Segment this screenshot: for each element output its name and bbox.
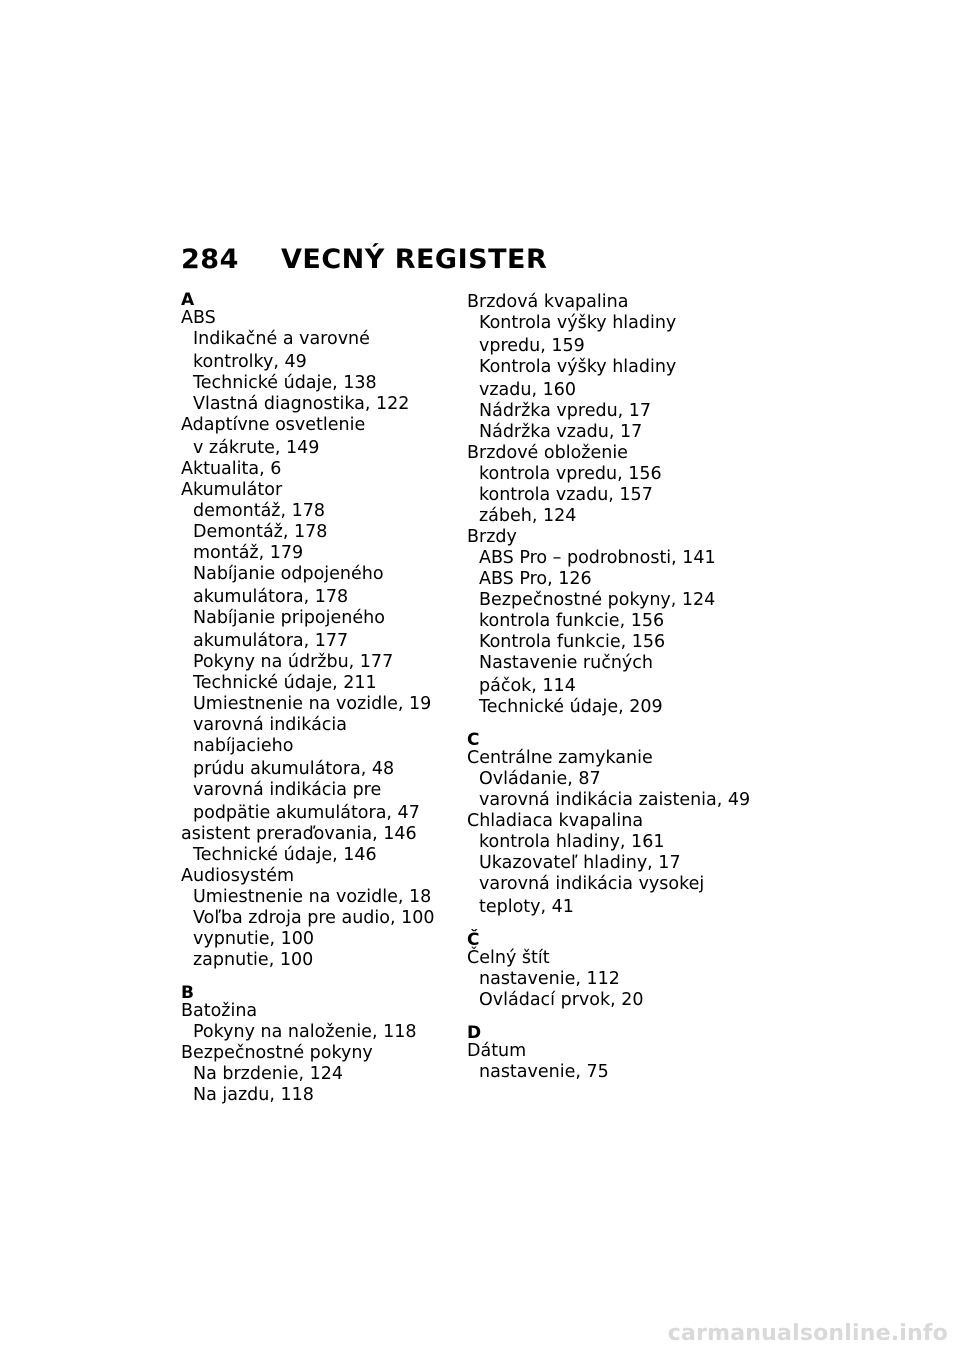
index-subentry-line: prúdu akumulátora, 48 [193,759,395,779]
index-subentry-line: Demontáž, 178 [193,522,328,542]
index-subentry-line: Technické údaje, 209 [479,697,663,717]
index-subentry-line: Nabíjanie odpojeného [193,564,384,584]
index-subentry-line: Ukazovateľ hladiny, 17 [479,853,681,873]
index-subentry-line: páčok, 114 [479,676,576,696]
index-subentry-line: Technické údaje, 211 [193,673,377,693]
index-letter-heading: B [181,983,194,1003]
index-term [181,415,446,459]
index-term: Akumulátor [181,480,283,500]
index-subentry [467,790,757,811]
index-subentry [181,564,446,608]
index-subentry [467,506,757,527]
watermark-text[interactable]: carmanualsonline.info [667,1321,948,1346]
index-subentry-line: ABS Pro, 126 [479,569,592,589]
index-letter-heading: A [181,290,195,310]
index-subentry-line: ABS Pro – podrobnosti, 141 [479,548,716,568]
index-subentry [467,769,757,790]
index-subentry [467,611,757,632]
index-column-left [181,292,446,1106]
index-subentry-line: varovná indikácia vysokej [479,874,705,894]
index-term: Chladiaca kvapalina [467,811,644,831]
index-term: Brzdová kvapalina [467,292,629,312]
index-subentry-line: kontrola hladiny, 161 [479,832,665,852]
index-subentry-line: Vlastná diagnostika, 122 [193,394,410,414]
index-letter-heading: D [467,1023,482,1043]
index-term: Aktualita, 6 [181,459,282,479]
index-term-line: Adaptívne osvetlenie [181,415,366,435]
index-term: Audiosystém [181,866,295,886]
index-subentry [467,990,757,1011]
index-subentry-line: demontáž, 178 [193,501,326,521]
index-subentry [467,569,757,590]
index-subentry-line: Pokyny na údržbu, 177 [193,652,394,672]
index-subentry-line: akumulátora, 178 [193,587,349,607]
index-subentry [467,357,757,401]
index-term: Brzdy [467,527,517,547]
index-subentry [181,780,446,824]
index-subentry-line: Na jazdu, 118 [193,1085,314,1105]
index-column-right [467,292,757,1083]
index-subentry-line: varovná indikácia pre [193,780,382,800]
index-subentry [467,697,757,718]
index-subentry-line: kontrola vpredu, 156 [479,464,662,484]
index-subentry-line: vpredu, 159 [479,336,585,356]
index-subentry [181,608,446,652]
index-subentry [181,1064,446,1085]
index-subentry-line: Nabíjanie pripojeného [193,608,385,628]
index-subentry-line: Nastavenie ručných [479,653,653,673]
index-subentry [467,485,757,506]
index-subentry [467,313,757,357]
index-subentry-line: Kontrola výšky hladiny [479,313,677,333]
index-subentry [181,673,446,694]
index-subentry [467,1062,757,1083]
index-subentry-line: vzadu, 160 [479,380,576,400]
index-subentry [181,1085,446,1106]
index-subentry-line: Ovládanie, 87 [479,769,601,789]
index-subentry-line: nastavenie, 75 [479,1062,609,1082]
index-subentry-line: zábeh, 124 [479,506,577,526]
index-subentry-line: podpätie akumulátora, 47 [193,803,420,823]
index-subentry [467,853,757,874]
index-term: Dátum [467,1041,527,1061]
index-subentry-line: Pokyny na naloženie, 118 [193,1022,417,1042]
index-subentry-line: Nádržka vzadu, 17 [479,422,643,442]
index-subentry [467,632,757,653]
index-subentry [181,373,446,394]
index-subentry-line: kontrolky, 49 [193,352,307,372]
index-subentry-line: varovná indikácia nabíjacieho [193,715,348,756]
index-term: Brzdové obloženie [467,443,628,463]
index-subentry [181,329,446,373]
index-subentry-line: varovná indikácia zaistenia, 49 [479,790,751,810]
index-subentry [467,422,757,443]
page-number: 284 [181,244,239,275]
index-subentry-line: Technické údaje, 146 [193,845,377,865]
index-subentry-line: vypnutie, 100 [193,929,315,949]
index-subentry [181,845,446,866]
index-subentry-line: Umiestnenie na vozidle, 18 [193,887,432,907]
index-subentry [467,590,757,611]
index-subentry-line: Umiestnenie na vozidle, 19 [193,694,432,714]
index-subentry-line: teploty, 41 [479,897,574,917]
index-subentry-line: nastavenie, 112 [479,969,620,989]
index-subentry [181,1022,446,1043]
index-letter-heading: Č [467,930,480,950]
index-subentry-line: Ovládací prvok, 20 [479,990,644,1010]
index-subentry [181,501,446,522]
index-subentry-line: zapnutie, 100 [193,950,314,970]
index-subentry [467,653,757,697]
index-term: ABS [181,308,216,328]
index-term: Čelný štít [467,948,550,968]
index-subentry [467,969,757,990]
index-term-line: v zákrute, 149 [193,438,320,458]
index-subentry [181,908,446,929]
index-subentry [181,950,446,971]
index-subentry-line: montáž, 179 [193,543,304,563]
index-subentry-line: Technické údaje, 138 [193,373,377,393]
index-subentry [181,929,446,950]
index-subentry [181,715,446,780]
index-subentry [467,401,757,422]
index-term: Centrálne zamykanie [467,748,653,768]
index-subentry-line: Nádržka vpredu, 17 [479,401,652,421]
page-header [181,244,547,275]
index-subentry-line: kontrola vzadu, 157 [479,485,653,505]
index-term: asistent preraďovania, 146 [181,824,417,844]
index-subentry-line: Bezpečnostné pokyny, 124 [479,590,716,610]
index-subentry [467,874,757,918]
index-subentry-line: Indikačné a varovné [193,329,370,349]
index-letter-heading: C [467,730,480,750]
index-term: Batožina [181,1001,258,1021]
index-subentry [181,652,446,673]
index-subentry [181,522,446,543]
page-title: VECNÝ REGISTER [281,244,548,275]
index-subentry [181,694,446,715]
index-subentry [467,548,757,569]
index-subentry [181,394,446,415]
index-subentry-line: Kontrola funkcie, 156 [479,632,666,652]
index-subentry-line: kontrola funkcie, 156 [479,611,665,631]
index-subentry-line: Kontrola výšky hladiny [479,357,677,377]
index-subentry-line: Na brzdenie, 124 [193,1064,343,1084]
index-subentry-line: akumulátora, 177 [193,631,349,651]
index-subentry [467,464,757,485]
index-subentry-line: Voľba zdroja pre audio, 100 [193,908,435,928]
index-subentry [181,887,446,908]
index-subentry [181,543,446,564]
index-term: Bezpečnostné pokyny [181,1043,373,1063]
index-subentry [467,832,757,853]
